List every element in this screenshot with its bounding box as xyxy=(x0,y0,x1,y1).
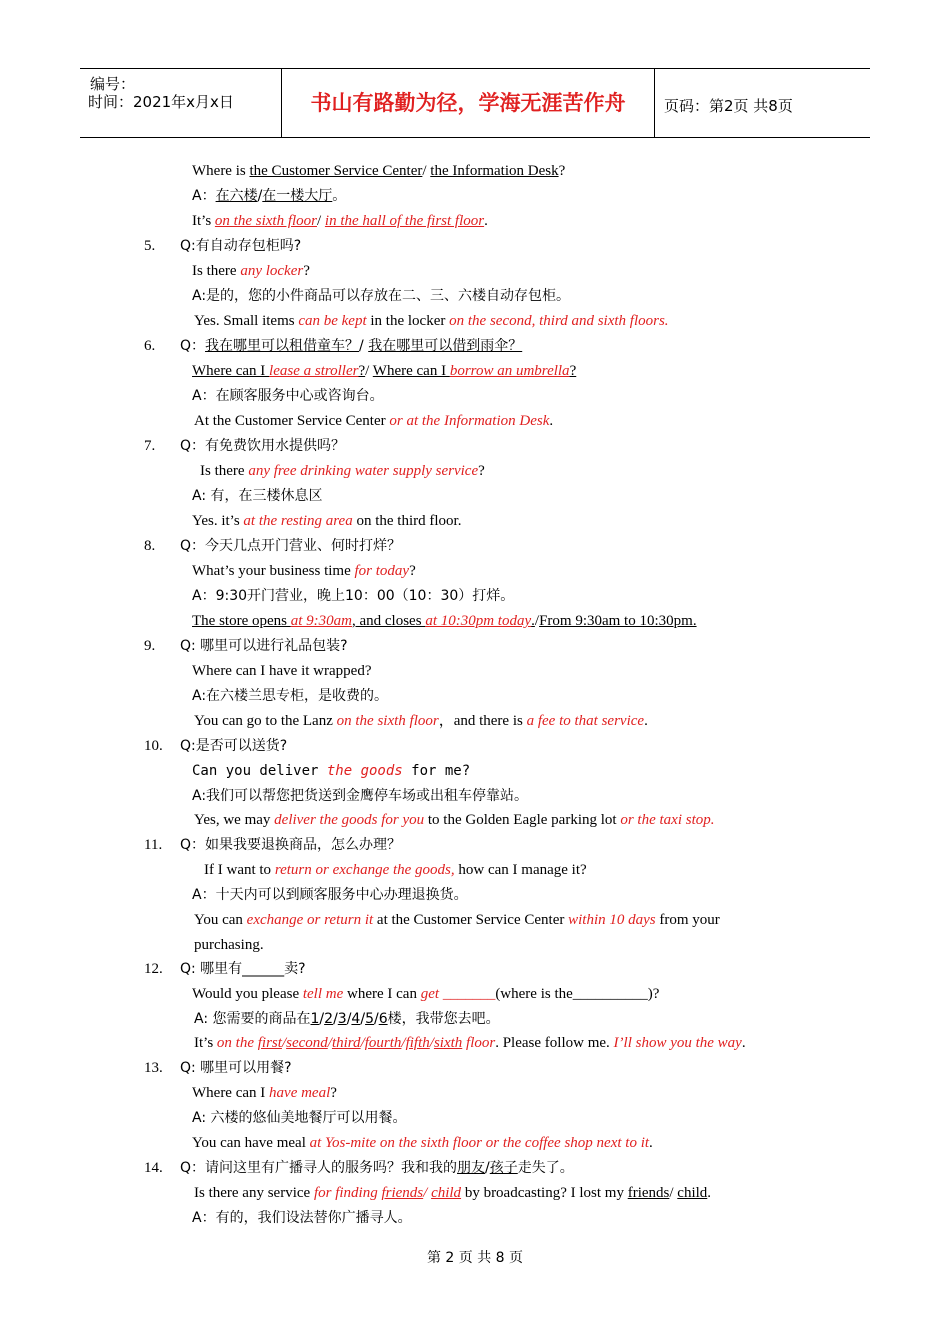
document-date-label: 时间：2021年x月x日 xyxy=(88,93,234,111)
document-number-label: 编号： xyxy=(90,75,136,93)
question-line: 12. Q: 哪里有______卖? xyxy=(144,961,306,977)
question-line: 6. Q：我在哪里可以租借童车？/ 我在哪里可以借到雨伞？ xyxy=(144,338,523,354)
answer-line: A：在顾客服务中心或咨询台。 xyxy=(192,388,384,404)
answer-line: A:我们可以帮您把货送到金鹰停车场或出租车停靠站。 xyxy=(192,788,529,804)
answer-line: A: 您需要的商品在1/2/3/4/5/6楼，我带您去吧。 xyxy=(194,1011,500,1027)
answer-line: A: 六楼的悠仙美地餐厅可以用餐。 xyxy=(192,1110,407,1126)
text-line: What’s your business time for today? xyxy=(192,563,416,579)
item-number: 13. xyxy=(144,1060,163,1076)
text-line: purchasing. xyxy=(194,937,264,953)
item-number: 12. xyxy=(144,961,163,977)
text-line: It’s on the sixth floor/ in the hall of the first floor. xyxy=(192,213,488,229)
text-line: Yes, we may deliver the goods for you to the Golden Eagle parking lot or the taxi stop. xyxy=(194,812,715,828)
text-line: Where can I have it wrapped? xyxy=(192,663,372,679)
question-line: 9. Q: 哪里可以进行礼品包装? xyxy=(144,638,348,654)
text-line: Would you please tell me where I can get _______(where is the__________)? xyxy=(192,986,660,1002)
answer-line: A:在六楼兰思专柜，是收费的。 xyxy=(192,688,389,704)
item-number: 5. xyxy=(144,238,156,254)
item-number: 8. xyxy=(144,538,156,554)
item-number: 7. xyxy=(144,438,156,454)
text-line: If I want to return or exchange the goods, how can I manage it? xyxy=(204,862,587,878)
page-footer: 第 2 页 共 8 页 xyxy=(426,1250,524,1266)
answer-line: A: 有，在三楼休息区 xyxy=(192,488,323,504)
question-line: 14. Q：请问这里有广播寻人的服务吗？我和我的朋友/孩子走失了。 xyxy=(144,1160,574,1176)
text-line: You can exchange or return it at the Customer Service Center within 10 days from your xyxy=(194,912,720,928)
header-info-cell xyxy=(80,69,282,137)
text-line: The store opens at 9:30am, and closes at 10:30pm today./From 9:30am to 10:30pm. xyxy=(192,613,697,629)
text-line: Is there any locker? xyxy=(192,263,310,279)
text-line: Can you deliver the goods for me? xyxy=(192,763,471,779)
text-line: You can go to the Lanz on the sixth floor，and there is a fee to that service. xyxy=(194,713,648,729)
text-line: It’s on the first/second/third/fourth/fifth/sixth floor. Please follow me. I’ll show you the way. xyxy=(194,1035,746,1051)
text-line: Yes. Small items can be kept in the locker on the second, third and sixth floors. xyxy=(194,313,669,329)
item-number: 6. xyxy=(144,338,156,354)
text-line: At the Customer Service Center or at the Information Desk. xyxy=(194,413,554,429)
question-line: 8. Q：今天几点开门营业、何时打烊？ xyxy=(144,538,402,554)
text-line: Is there any free drinking water supply service? xyxy=(200,463,485,479)
header-page-cell xyxy=(654,69,871,137)
answer-line: A:是的，您的小件商品可以存放在二、三、六楼自动存包柜。 xyxy=(192,288,571,304)
answer-line: A：在六楼/在一楼大厅。 xyxy=(192,188,347,204)
question-line: 5. Q:有自动存包柜吗? xyxy=(144,238,302,254)
text-line: Is there any service for finding friends/ child by broadcasting? I lost my friends/ child. xyxy=(194,1185,712,1201)
header-motto: 书山有路勤为径，学海无涯苦作舟 xyxy=(310,91,626,115)
question-line: 10. Q:是否可以送货? xyxy=(144,738,288,754)
item-number: 14. xyxy=(144,1160,163,1176)
question-line: 11. Q：如果我要退换商品，怎么办理？ xyxy=(144,837,402,853)
header-page-number: 页码：第2页 共8页 xyxy=(664,97,793,115)
answer-line: A：9:30开门营业，晚上10：00（10：30）打烊。 xyxy=(192,588,515,604)
text-line: You can have meal at Yos-mite on the sixth floor or the coffee shop next to it. xyxy=(192,1135,653,1151)
item-number: 9. xyxy=(144,638,156,654)
question-line: 7. Q：有免费饮用水提供吗？ xyxy=(144,438,346,454)
text-line: Where can I have meal? xyxy=(192,1085,337,1101)
answer-line: A：十天内可以到顾客服务中心办理退换货。 xyxy=(192,887,468,903)
text-line: Where is the Customer Service Center/ the Information Desk? xyxy=(192,163,566,179)
question-line: 13. Q: 哪里可以用餐? xyxy=(144,1060,292,1076)
item-number: 11. xyxy=(144,837,163,853)
item-number: 10. xyxy=(144,738,163,754)
text-line: Yes. it’s at the resting area on the third floor. xyxy=(192,513,462,529)
page-header xyxy=(80,68,870,138)
answer-line: A：有的，我们设法替你广播寻人。 xyxy=(192,1210,412,1226)
text-line: Where can I lease a stroller?/ Where can I borrow an umbrella? xyxy=(192,363,577,379)
